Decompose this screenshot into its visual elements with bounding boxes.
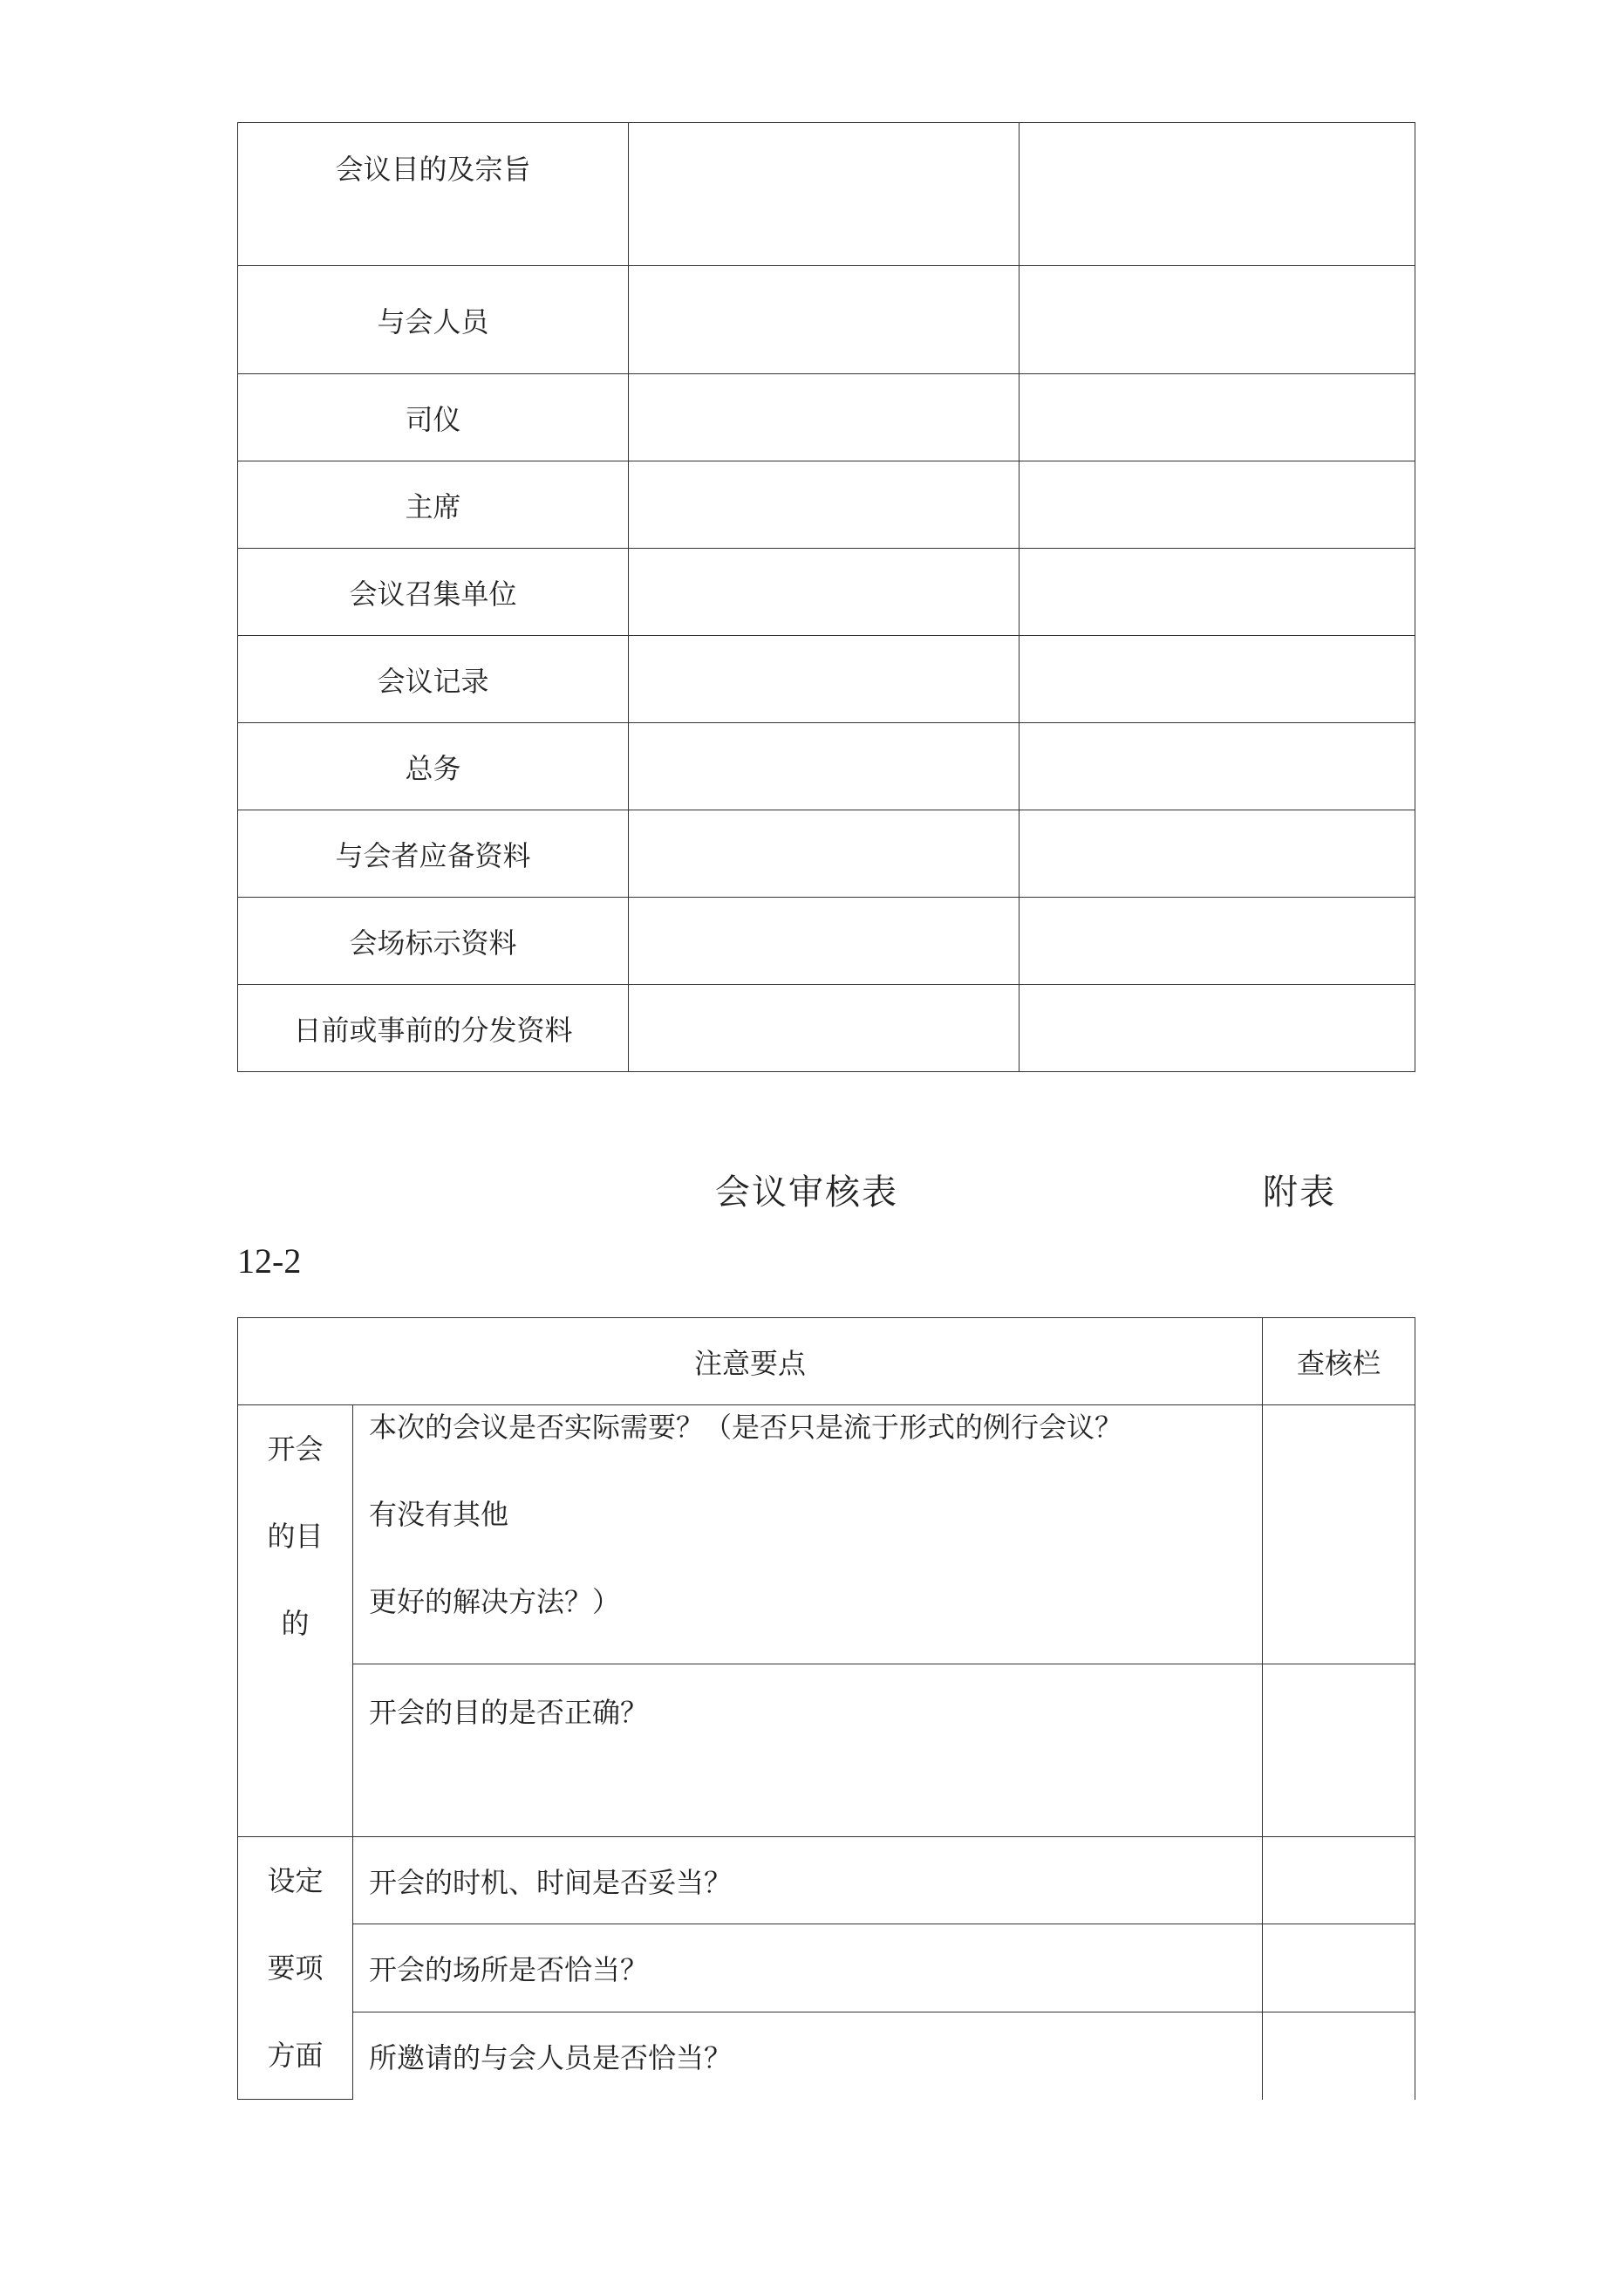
table-row — [238, 723, 1415, 810]
review-item: 开会的场所是否恰当？ — [353, 1924, 1263, 2012]
table-row — [238, 1837, 1415, 1924]
row-label: 会议记录 — [238, 636, 629, 723]
check-cell[interactable] — [1263, 1924, 1415, 2012]
row-label: 主席 — [238, 461, 629, 549]
table-row — [238, 985, 1415, 1072]
table-row — [238, 374, 1415, 461]
row-label: 会议目的及宗旨 — [238, 123, 629, 266]
value-cell[interactable] — [1019, 898, 1415, 985]
row-label: 与会者应备资料 — [238, 810, 629, 898]
review-item: 开会的时机、时间是否妥当？ — [353, 1837, 1263, 1924]
value-cell[interactable] — [629, 898, 1019, 985]
item-text: 本次的会议是否实际需要？（是否只是流于形式的例行会议？ — [369, 1411, 1123, 1444]
value-cell[interactable] — [629, 723, 1019, 810]
category-text: 要项 — [267, 1951, 324, 1985]
value-cell[interactable] — [629, 985, 1019, 1072]
value-cell[interactable] — [629, 374, 1019, 461]
value-cell[interactable] — [1019, 549, 1415, 636]
table-row — [238, 266, 1415, 374]
value-cell[interactable] — [1019, 985, 1415, 1072]
item-text: 更好的解决方法？） — [369, 1585, 621, 1618]
check-cell[interactable] — [1263, 2012, 1415, 2099]
row-label: 会议召集单位 — [238, 549, 629, 636]
table-header-row — [238, 1318, 1415, 1405]
row-label: 与会人员 — [238, 266, 629, 374]
table-row — [238, 810, 1415, 898]
table-row — [238, 1924, 1415, 2012]
table-row — [238, 636, 1415, 723]
row-label: 会场标示资料 — [238, 898, 629, 985]
check-cell[interactable] — [1263, 1664, 1415, 1837]
item-text: 有没有其他 — [369, 1498, 509, 1531]
review-item: 开会的目的是否正确？ — [353, 1664, 1263, 1837]
row-label: 总务 — [238, 723, 629, 810]
category-text: 设定 — [267, 1864, 324, 1897]
table-row — [238, 898, 1415, 985]
value-cell[interactable] — [1019, 723, 1415, 810]
category-text: 的目 — [267, 1520, 324, 1553]
review-item — [353, 1405, 1263, 1664]
value-cell[interactable] — [629, 123, 1019, 266]
appendix-number: 12-2 — [237, 1241, 302, 1281]
category-text: 方面 — [267, 2039, 324, 2072]
table-row — [238, 549, 1415, 636]
header-points: 注意要点 — [238, 1318, 1263, 1405]
row-label: 司仪 — [238, 374, 629, 461]
value-cell[interactable] — [1019, 266, 1415, 374]
check-cell[interactable] — [1263, 1405, 1415, 1664]
category-cell — [238, 1405, 353, 1837]
value-cell[interactable] — [1019, 123, 1415, 266]
table-row — [238, 1405, 1415, 1664]
value-cell[interactable] — [1019, 810, 1415, 898]
category-cell — [238, 1837, 353, 2100]
meeting-info-table — [237, 122, 1415, 1072]
review-item: 所邀请的与会人员是否恰当？ — [353, 2012, 1263, 2099]
value-cell[interactable] — [629, 810, 1019, 898]
category-text: 开会 — [267, 1432, 324, 1466]
value-cell[interactable] — [1019, 374, 1415, 461]
value-cell[interactable] — [629, 636, 1019, 723]
table-row — [238, 2012, 1415, 2099]
appendix-label: 附表 — [1263, 1172, 1336, 1213]
table-row — [238, 461, 1415, 549]
value-cell[interactable] — [629, 461, 1019, 549]
meeting-review-table — [237, 1317, 1415, 2100]
value-cell[interactable] — [1019, 461, 1415, 549]
table-row — [238, 1664, 1415, 1837]
value-cell[interactable] — [629, 549, 1019, 636]
row-label: 日前或事前的分发资料 — [238, 985, 629, 1072]
header-check: 查核栏 — [1263, 1318, 1415, 1405]
category-text: 的 — [281, 1607, 310, 1640]
table-row — [238, 123, 1415, 266]
page-title: 会议审核表 — [715, 1172, 898, 1213]
value-cell[interactable] — [629, 266, 1019, 374]
check-cell[interactable] — [1263, 1837, 1415, 1924]
value-cell[interactable] — [1019, 636, 1415, 723]
